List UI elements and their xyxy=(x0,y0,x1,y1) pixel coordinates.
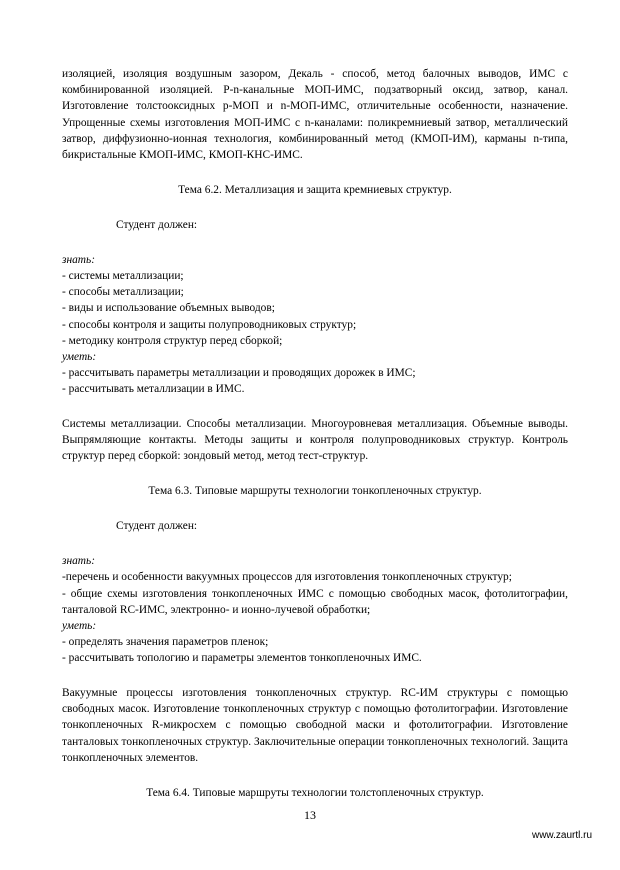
able-label: уметь: xyxy=(62,619,97,632)
list-item: - рассчитывать топологию и параметры элементов тонкопленочных ИМС. xyxy=(62,651,422,664)
able-label: уметь: xyxy=(62,350,97,363)
list-item: - рассчитывать металлизации в ИМС. xyxy=(62,382,245,395)
topic-6-3-paragraph: Вакуумные процессы изготовления тонкопленочных структур. RC-ИМ структуры с помощью свободных масок. Изготовление тонкопленочных структур с помощью фотолитографии. Изготовление тонкопленочных R-микросхем с помощью свободной маски и фотолитографии. Изготовление танталовых тонкопленочных структур. Заключительные операции тонкопленочных технологий. Защита тонкопленочных элементов. xyxy=(62,686,568,764)
topic-6-3-heading: Тема 6.3. Типовые маршруты технологии тонкопленочных структур. xyxy=(148,485,482,498)
page-number: 13 xyxy=(304,808,316,822)
list-item: - виды и использование объемных выводов; xyxy=(62,302,275,315)
list-item: - способы контроля и защиты полупроводниковых структур; xyxy=(62,318,357,331)
student-must-label: Студент должен: xyxy=(116,219,198,232)
list-item: - общие схемы изготовления тонкопленочных ИМС с помощью свободных масок, фотолитографии, танталовой RC-ИМС, электронно- и ионно-лучевой обработки; xyxy=(62,587,568,616)
student-must-label: Студент должен: xyxy=(116,520,198,533)
list-item: - способы металлизации; xyxy=(62,286,184,299)
site-watermark: www.zaurtl.ru xyxy=(531,830,592,841)
list-item: - рассчитывать параметры металлизации и проводящих дорожек в ИМС; xyxy=(62,366,416,379)
topic-6-4-heading: Тема 6.4. Типовые маршруты технологии толстопленочных структур. xyxy=(146,786,484,799)
topic-6-2-paragraph: Системы металлизации. Способы металлизации. Многоуровневая металлизация. Объемные выводы. Выпрямляющие контакты. Методы защиты и контроля полупроводниковых структур. Контроль структур перед сборкой: зондовый метод, метод тест-структур. xyxy=(62,417,568,463)
topic-6-2-heading: Тема 6.2. Металлизация и защита кремниевых структур. xyxy=(178,184,452,197)
list-item: -перечень и особенности вакуумных процессов для изготовления тонкопленочных структур; xyxy=(62,571,512,584)
list-item: - системы металлизации; xyxy=(62,270,184,283)
list-item: - определять значения параметров пленок; xyxy=(62,635,269,648)
page-body xyxy=(62,66,568,801)
list-item: - методику контроля структур перед сборкой; xyxy=(62,334,283,347)
know-label: знать: xyxy=(62,555,95,568)
intro-paragraph: изоляцией, изоляция воздушным зазором, Декаль - способ, метод балочных выводов, ИМС с комбинированной изоляцией. Р-n-канальные МОП-ИМС, подзатворный оксид, затвор, канал. Изготовление толстооксидных р-МОП и n-МОП-ИМС, отличительные особенности, назначение. Упрощенные схемы изготовления МОП-ИМС с n-каналами: поликремниевый затвор, металлический затвор, диффузионно-ионная технология, комбинированный метод (КМОП-ИМ), карманы n-типа, бикристальные КМОП-ИМС, КМОП-КНС-ИМС. xyxy=(62,68,568,162)
know-label: знать: xyxy=(62,254,95,267)
